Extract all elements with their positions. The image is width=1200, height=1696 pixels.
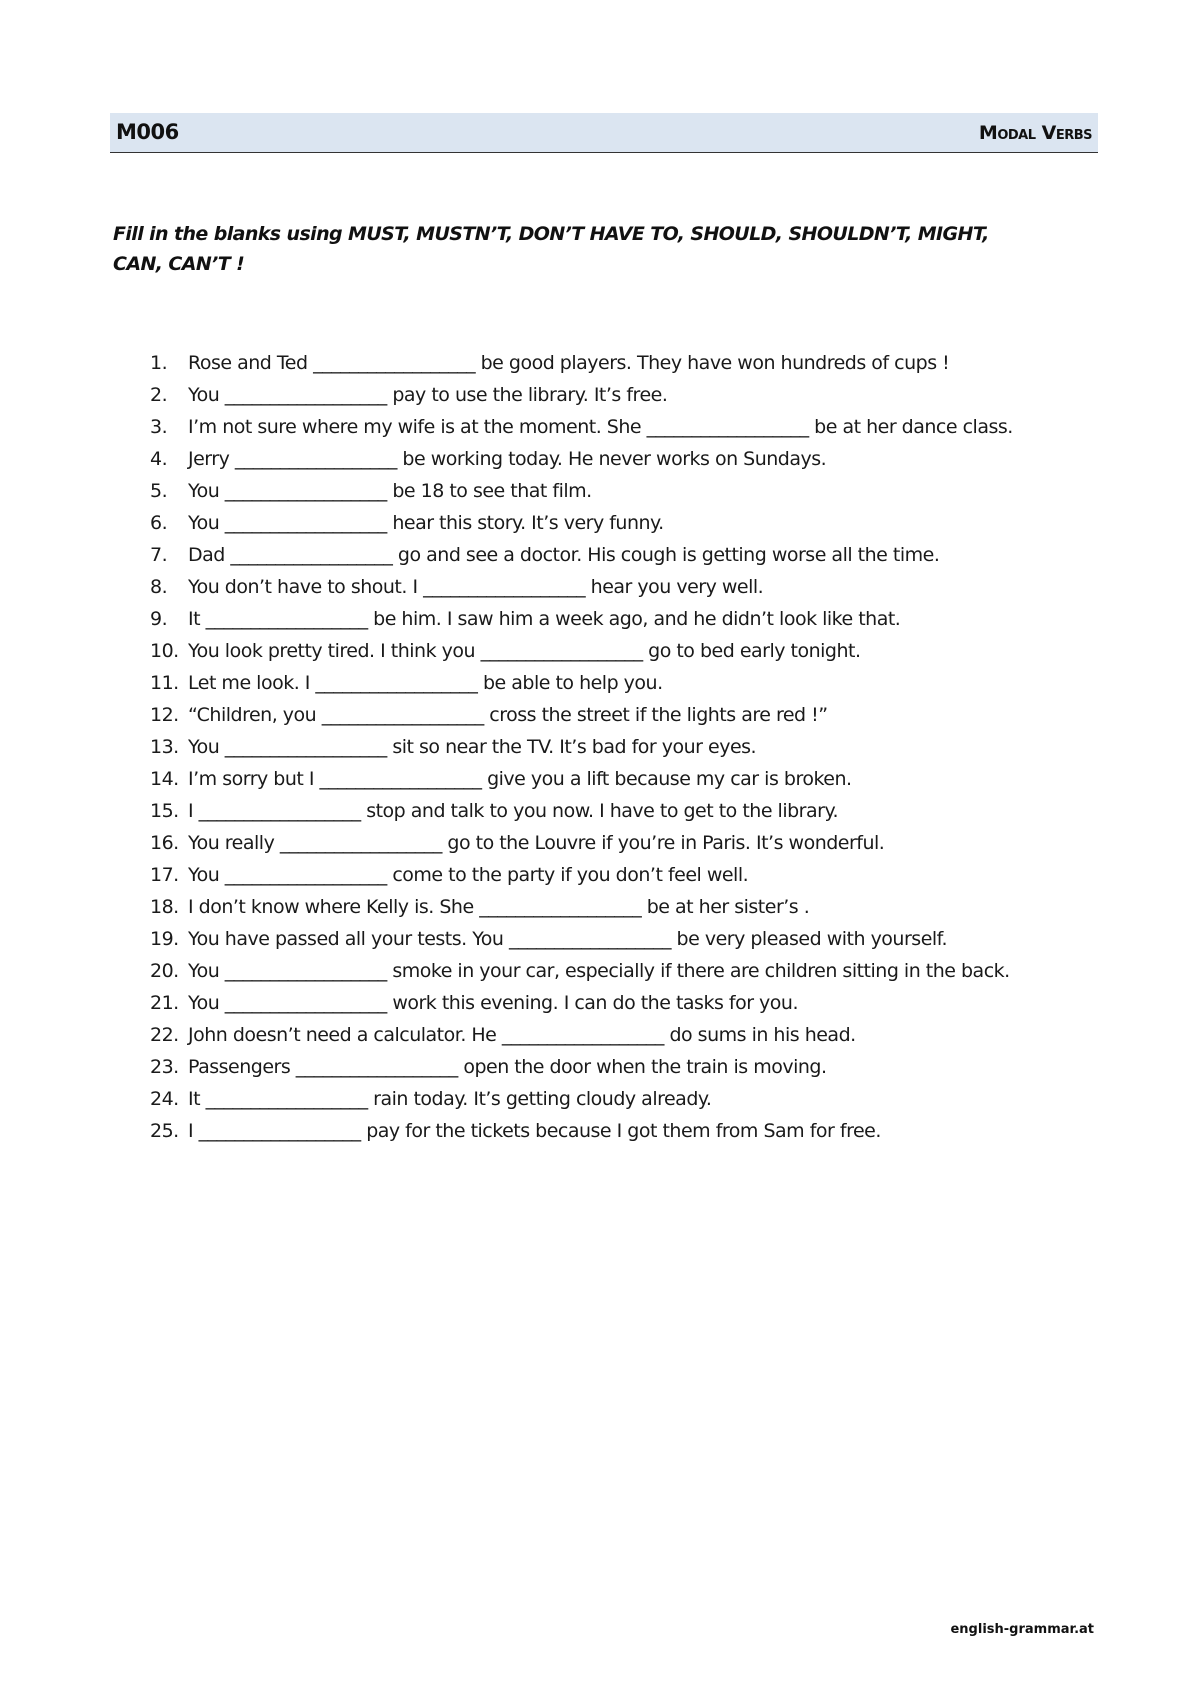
item-text-before: You have passed all your tests. You [188, 928, 509, 950]
item-text-after: work this evening. I can do the tasks for you. [386, 992, 798, 1014]
item-text-after: hear you very well. [585, 576, 764, 598]
item-text-after: cross the street if the lights are red !” [483, 704, 828, 726]
item-text-after: come to the party if you don’t feel well. [386, 864, 749, 886]
item-number: 1. [150, 352, 168, 374]
item-text-before: Dad [188, 544, 231, 566]
item-text-before: You [188, 512, 225, 534]
answer-blank[interactable]: __________________ [205, 608, 368, 630]
answer-blank[interactable]: __________________ [313, 352, 476, 374]
item-text-after: be able to help you. [477, 672, 663, 694]
item-text-after: smoke in your car, especially if there are children sitting in the back. [386, 960, 1010, 982]
item-number: 9. [150, 608, 168, 630]
item-text-before: “Children, you [188, 704, 322, 726]
item-text-after: pay for the tickets because I got them from Sam for free. [360, 1120, 881, 1142]
item-text-after: sit so near the TV. It’s bad for your eyes. [386, 736, 757, 758]
answer-blank[interactable]: __________________ [205, 1088, 368, 1110]
item-number: 21. [150, 992, 179, 1014]
exercise-item [150, 379, 1070, 411]
item-text-before: I [188, 800, 199, 822]
item-text-after: be very pleased with yourself. [671, 928, 948, 950]
item-number: 4. [150, 448, 168, 470]
item-text-before: I [188, 1120, 199, 1142]
exercise-list [150, 347, 1070, 1147]
item-text-after: go to the Louvre if you’re in Paris. It’s wonderful. [441, 832, 885, 854]
item-text-before: You [188, 960, 225, 982]
exercise-item [150, 795, 1070, 827]
answer-blank[interactable]: __________________ [509, 928, 671, 950]
item-text-after: do sums in his head. [663, 1024, 856, 1046]
item-number: 16. [150, 832, 179, 854]
worksheet-title: Modal Verbs [978, 122, 1092, 144]
item-text-before: Jerry [188, 448, 235, 470]
answer-blank[interactable]: __________________ [315, 672, 478, 694]
item-text-before: I’m sorry but I [188, 768, 320, 790]
item-text-before: You [188, 736, 225, 758]
item-text-before: I don’t know where Kelly is. She [188, 896, 480, 918]
item-number: 24. [150, 1088, 179, 1110]
answer-blank[interactable]: __________________ [479, 896, 642, 918]
item-text-before: It [188, 608, 206, 630]
item-number: 15. [150, 800, 179, 822]
answer-blank[interactable]: __________________ [198, 800, 361, 822]
exercise-item [150, 507, 1070, 539]
item-number: 6. [150, 512, 168, 534]
answer-blank[interactable]: __________________ [321, 704, 484, 726]
exercise-item [150, 891, 1070, 923]
item-number: 2. [150, 384, 168, 406]
exercise-item [150, 763, 1070, 795]
answer-blank[interactable]: __________________ [501, 1024, 664, 1046]
answer-blank[interactable]: __________________ [224, 384, 387, 406]
answer-blank[interactable]: __________________ [224, 512, 387, 534]
item-text-before: You don’t have to shout. I [188, 576, 424, 598]
item-text-before: You [188, 992, 225, 1014]
answer-blank[interactable]: __________________ [224, 480, 387, 502]
instruction-text: Fill in the blanks using MUST, MUSTN’T, DON’T HAVE TO, SHOULD, SHOULDN’T, MIGHT, CAN, CAN’T ! [113, 223, 989, 275]
answer-blank[interactable]: __________________ [224, 960, 387, 982]
item-text-before: You [188, 864, 225, 886]
item-text-after: go and see a doctor. His cough is getting worse all the time. [392, 544, 940, 566]
exercise-item [150, 443, 1070, 475]
item-number: 3. [150, 416, 168, 438]
exercise-item [150, 1019, 1070, 1051]
answer-blank[interactable]: __________________ [224, 736, 387, 758]
exercise-item [150, 955, 1070, 987]
exercise-item [150, 923, 1070, 955]
answer-blank[interactable]: __________________ [224, 992, 387, 1014]
item-number: 11. [150, 672, 179, 694]
header-band [110, 113, 1098, 153]
answer-blank[interactable]: __________________ [319, 768, 482, 790]
exercise-item [150, 859, 1070, 891]
answer-blank[interactable]: __________________ [295, 1056, 458, 1078]
item-text-before: It [188, 1088, 206, 1110]
item-number: 12. [150, 704, 179, 726]
item-number: 7. [150, 544, 168, 566]
exercise-item [150, 827, 1070, 859]
item-number: 5. [150, 480, 168, 502]
answer-blank[interactable]: __________________ [279, 832, 442, 854]
exercise-item [150, 635, 1070, 667]
item-text-before: John doesn’t need a calculator. He [188, 1024, 502, 1046]
item-number: 14. [150, 768, 179, 790]
item-text-after: hear this story. It’s very funny. [386, 512, 664, 534]
item-text-before: You really [188, 832, 280, 854]
item-text-after: go to bed early tonight. [642, 640, 861, 662]
item-text-after: be at her dance class. [808, 416, 1013, 438]
footer-site-name: english-grammar.at [950, 1622, 1094, 1637]
item-text-before: Rose and Ted [188, 352, 314, 374]
item-text-after: be good players. They have won hundreds of cups ! [475, 352, 950, 374]
exercise-item [150, 1051, 1070, 1083]
item-text-after: be 18 to see that film. [386, 480, 592, 502]
item-text-after: pay to use the library. It’s free. [386, 384, 668, 406]
item-text-after: be at her sister’s . [641, 896, 810, 918]
item-text-after: open the door when the train is moving. [457, 1056, 827, 1078]
item-text-before: Let me look. I [188, 672, 316, 694]
item-text-before: You [188, 480, 225, 502]
exercise-item [150, 411, 1070, 443]
exercise-item [150, 603, 1070, 635]
item-text-before: You [188, 384, 225, 406]
item-number: 8. [150, 576, 168, 598]
exercise-item [150, 1083, 1070, 1115]
answer-blank[interactable]: __________________ [230, 544, 393, 566]
answer-blank[interactable]: __________________ [234, 448, 397, 470]
exercise-item [150, 1115, 1070, 1147]
exercise-item [150, 539, 1070, 571]
item-number: 22. [150, 1024, 179, 1046]
exercise-item [150, 475, 1070, 507]
exercise-item [150, 347, 1070, 379]
item-text-before: I’m not sure where my wife is at the moment. She [188, 416, 647, 438]
exercise-item [150, 667, 1070, 699]
item-number: 19. [150, 928, 179, 950]
item-text-before: You look pretty tired. I think you [188, 640, 481, 662]
item-number: 23. [150, 1056, 179, 1078]
item-number: 17. [150, 864, 179, 886]
item-number: 13. [150, 736, 179, 758]
exercise-item [150, 699, 1070, 731]
exercise-item [150, 987, 1070, 1019]
answer-blank[interactable]: __________________ [480, 640, 643, 662]
exercise-item [150, 571, 1070, 603]
item-text-after: give you a lift because my car is broken. [481, 768, 852, 790]
item-number: 25. [150, 1120, 179, 1142]
item-number: 20. [150, 960, 179, 982]
item-text-after: be him. I saw him a week ago, and he didn’t look like that. [367, 608, 901, 630]
exercise-item [150, 731, 1070, 763]
answer-blank[interactable]: __________________ [423, 576, 586, 598]
item-text-after: stop and talk to you now. I have to get to the library. [360, 800, 839, 822]
item-number: 10. [150, 640, 179, 662]
worksheet-code: M006 [116, 120, 179, 144]
item-number: 18. [150, 896, 179, 918]
item-text-after: be working today. He never works on Sundays. [396, 448, 827, 470]
answer-blank[interactable]: __________________ [224, 864, 387, 886]
item-text-after: rain today. It’s getting cloudy already. [367, 1088, 712, 1110]
item-text-before: Passengers [188, 1056, 296, 1078]
answer-blank[interactable]: __________________ [198, 1120, 361, 1142]
answer-blank[interactable]: __________________ [646, 416, 809, 438]
